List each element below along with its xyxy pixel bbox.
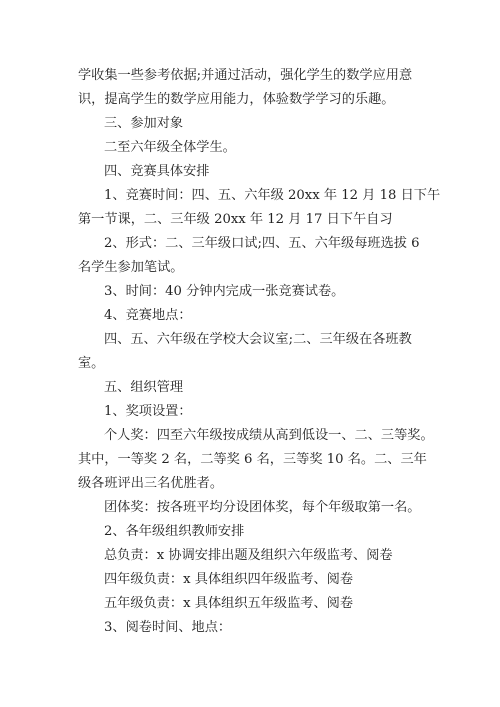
- section-heading-arrangement: 四、竞赛具体安排: [104, 164, 210, 179]
- text-line: 个人奖：四至六年级按成绩从高到低设一、二、三等奖。: [104, 428, 434, 443]
- text-line: 其中，一等奖 2 名，二等奖 6 名，三等奖 10 名。二、三年: [78, 452, 427, 467]
- text-line: 室。: [78, 356, 105, 371]
- text-line: 3、时间：40 分钟内完成一张竞赛试卷。: [104, 284, 345, 299]
- text-line: 级各班评出三名优胜者。: [78, 476, 224, 491]
- document-body: [78, 64, 441, 640]
- text-line: 2、各年级组织教师安排: [104, 524, 245, 539]
- text-line: 四年级负责：x 具体组织四年级监考、阅卷: [104, 572, 354, 587]
- text-line: 3、阅卷时间、地点：: [104, 620, 232, 635]
- text-line: 名学生参加笔试。: [78, 260, 184, 275]
- text-line: 总负责：x 协调安排出题及组织六年级监考、阅卷: [104, 548, 393, 563]
- text-line: 二至六年级全体学生。: [104, 140, 236, 155]
- text-line: 识，提高学生的数学应用能力，体验数学学习的乐趣。: [78, 92, 395, 107]
- text-line: 学收集一些参考依据;并通过活动，强化学生的数学应用意: [78, 68, 413, 83]
- text-line: 团体奖：按各班平均分设团体奖，每个年级取第一名。: [104, 500, 421, 515]
- text-line: 2、形式：二、三年级口试;四、五、六年级每班选拔 6: [104, 236, 420, 251]
- text-line: 4、竞赛地点：: [104, 308, 192, 323]
- section-heading-participants: 三、参加对象: [104, 116, 184, 131]
- section-heading-organization: 五、组织管理: [104, 380, 184, 395]
- text-line: 四、五、六年级在学校大会议室;二、三年级在各班教: [104, 332, 412, 347]
- text-line: 第一节课，二、三年级 20xx 年 12 月 17 日下午自习: [78, 212, 393, 227]
- text-line: 五年级负责：x 具体组织五年级监考、阅卷: [104, 596, 354, 611]
- text-line: 1、竞赛时间：四、五、六年级 20xx 年 12 月 18 日下午: [104, 188, 441, 203]
- text-line: 1、奖项设置：: [104, 404, 192, 419]
